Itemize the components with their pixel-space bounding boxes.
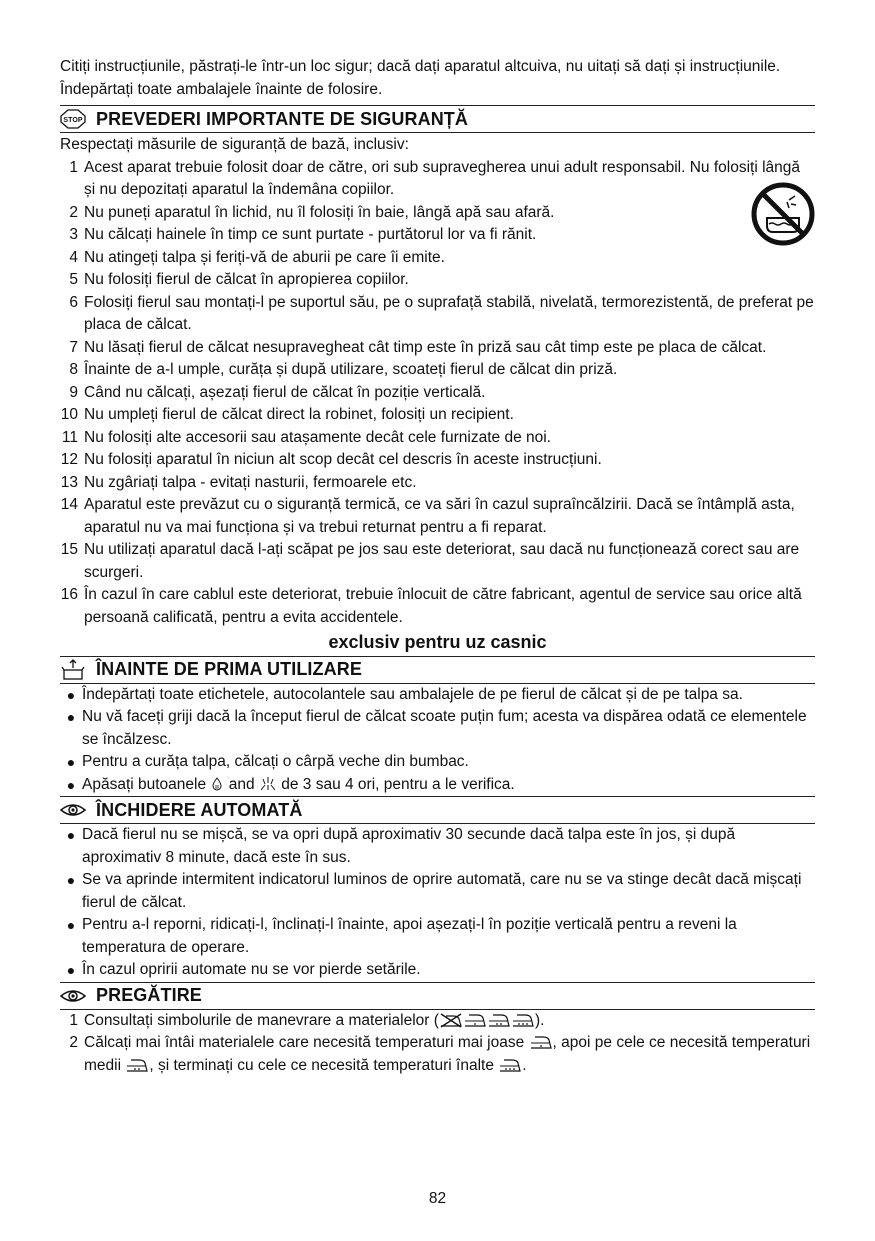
list-item: 4 Nu atingeți talpa și feriți-vă de aburii pe care îi emite. [69, 248, 445, 266]
safety-heading [60, 105, 815, 133]
list-item: 10 Nu umpleți fierul de călcat direct la robinet, folosiți un recipient. [60, 406, 514, 423]
stop-icon [60, 108, 86, 130]
list-item: ● Îndepărtați toate etichetele, autocolantele sau ambalajele de pe fierul de călcat și de pe talpa sa. [66, 685, 743, 703]
list-item: 13 Nu zgâriați talpa - evitați nasturii, fermoarele etc. [60, 473, 417, 491]
page-number: 82 [428, 1190, 447, 1207]
list-item: ● În cazul opririi automate nu se vor pierde setările. [66, 961, 421, 978]
eye-icon [60, 985, 86, 1007]
iron-low-temp-icon [463, 1012, 487, 1028]
list-item: 9 Când nu călcați, așezați fierul de călcat în poziție verticală. [69, 383, 486, 401]
iron-high-temp-icon [511, 1012, 535, 1028]
list-item: 16 În cazul în care cablul este deteriorat, trebuie înlocuit de către fabricant, agentul de service sau orice altă persoană calificată, pentru a evita accidentele. [60, 586, 802, 626]
no-bath-warning-icon [751, 182, 815, 246]
document-page [60, 56, 815, 1077]
safety-lead: Respectați măsurile de siguranță de bază, inclusiv: [60, 136, 409, 153]
list-item: ● Nu vă faceți griji dacă la început fierul de călcat scoate puțin fum; acesta va dispărea odată ce elementele se încălzesc. [66, 708, 807, 748]
list-item: 12 Nu folosiți aparatul în niciun alt scop decât cel descris în aceste instrucțiuni. [60, 451, 602, 468]
auto-off-heading [60, 796, 815, 824]
list-item: ● Se va aprinde intermitent indicatorul luminos de oprire automată, care nu se va stinge decât dacă mișcați fierul de călcat. [66, 871, 802, 911]
list-item: 2 Nu puneți aparatul în lichid, nu îl folosiți în baie, lângă apă sau afară. [69, 203, 555, 221]
list-item: 8 Înainte de a-l umple, curăța și după utilizare, scoateți fierul de călcat din priză. [69, 361, 618, 378]
eye-icon [60, 799, 86, 821]
iron-medium-temp-icon [125, 1057, 149, 1073]
stop-icon-label: STOP [63, 117, 83, 124]
domestic-use-note: exclusiv pentru uz casnic [328, 632, 547, 652]
list-item: 5 Nu folosiți fierul de călcat în apropierea copiilor. [69, 271, 409, 288]
list-item: ● Pentru a curăța talpa, călcați o cârpă veche din bumbac. [66, 753, 469, 770]
list-item: 1 Consultați simbolurile de manevrare a materialelor ( ). [69, 1011, 545, 1029]
iron-medium-temp-icon [487, 1012, 511, 1028]
intro-text: Citiți instrucțiunile, păstrați-le într-un loc sigur; dacă dați aparatul altcuiva, nu uitați să dați și instrucțiunile. Îndepărtați toate ambalajele înainte de folosire. [60, 58, 781, 98]
list-item: 11 Nu folosiți alte accesorii sau atașamente decât cele furnizate de noi. [61, 428, 551, 446]
iron-high-temp-icon [498, 1057, 522, 1073]
iron-low-temp-icon [529, 1034, 553, 1050]
list-item: ● Dacă fierul nu se mișcă, se va opri după aproximativ 30 secunde dacă talpa este în jos, și după aproximativ 8 minute, dacă este în sus. [66, 826, 736, 866]
first-use-list [60, 684, 815, 797]
auto-off-list [60, 824, 815, 982]
unpack-box-icon [60, 659, 86, 681]
list-item: ● Apăsați butoanele and de 3 sau 4 ori, pentru a le verifica. [66, 775, 515, 793]
list-item: 1 Acest aparat trebuie folosit doar de către, ori sub supravegherea unui adult responsabil. Nu folosiți lângă și nu depozitați aparatul la îndemâna copiilor. [69, 158, 801, 198]
first-use-heading [60, 656, 815, 684]
list-item: 15 Nu utilizați aparatul dacă l-ați scăpat pe jos sau este deteriorat, sau dacă nu funcționează corect sau are scurgeri. [60, 541, 800, 581]
steam-shot-button-icon [259, 776, 277, 792]
prep-title: PREGĂTIRE [96, 985, 202, 1006]
list-item: ● Pentru a-l reporni, ridicați-l, înclinați-l înainte, apoi așezați-l în poziție verticală pentru a reveni la temperatura de operare. [66, 916, 737, 956]
no-iron-icon [439, 1012, 463, 1028]
list-item: 6 Folosiți fierul sau montați-l pe suportul său, pe o suprafață stabilă, nivelată, termorezistentă, de preferat pe placa de călcat. [69, 293, 814, 333]
first-use-title: ÎNAINTE DE PRIMA UTILIZARE [96, 659, 362, 680]
auto-off-title: ÎNCHIDERE AUTOMATĂ [96, 799, 303, 820]
prep-list [60, 1010, 815, 1078]
safety-title: PREVEDERI IMPORTANTE DE SIGURANȚĂ [96, 108, 468, 129]
list-item: 3 Nu călcați hainele în timp ce sunt purtate - purtătorul lor va fi rănit. [69, 226, 537, 243]
list-item: 2 Călcați mai întâi materialele care necesită temperaturi mai joase , apoi pe cele ce necesită temperaturi medii , și terminați cu cele ce necesită temperaturi înalte . [69, 1034, 811, 1074]
prep-heading [60, 982, 815, 1010]
spray-button-icon [210, 776, 224, 792]
list-item: 14 Aparatul este prevăzut cu o siguranță termică, ce va sări în cazul supraîncălzirii. Dacă se întâmplă asta, aparatul nu va mai funcționa și va trebui returnat pentru a fi reparat. [60, 496, 795, 536]
list-item: 7 Nu lăsați fierul de călcat nesupravegheat cât timp este în priză sau cât timp este pe placa de călcat. [69, 338, 767, 356]
safety-list [60, 157, 815, 630]
